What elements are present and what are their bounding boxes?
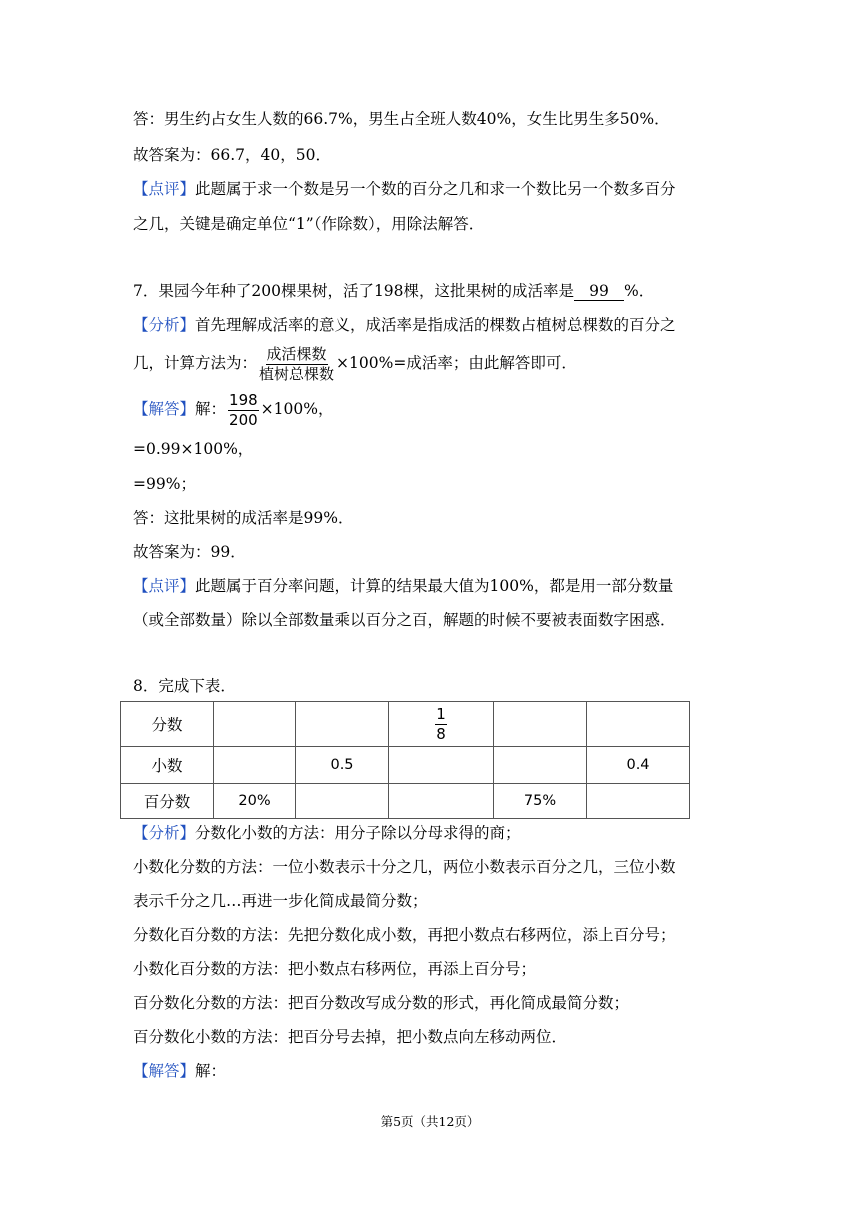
table-cell: [389, 702, 494, 747]
q7-step3: =99%；: [133, 475, 196, 493]
comment-tag: 【点评】: [133, 577, 196, 595]
q7-analysis-text: 首先理解成活率的意义，成活率是指成活的棵数占植树总棵数的百分之: [195, 316, 676, 334]
q7-answer-blank: 99: [574, 282, 624, 301]
q8-analysis-line3: 表示千分之几…再进一步化简成最简分数；: [133, 892, 428, 910]
q6-comment-text: 此题属于求一个数是另一个数的百分之几和求一个数比另一个数多百分: [195, 180, 676, 198]
fraction-denominator: 200: [229, 410, 258, 429]
solution-fraction: [228, 392, 259, 429]
table-cell: [214, 747, 296, 784]
table-cell: [494, 747, 587, 784]
q8-analysis-line1: [133, 822, 521, 844]
table-cell: [214, 702, 296, 747]
q7-stem-after: %．: [624, 282, 655, 300]
q7-analysis-prefix: 几，计算方法为：: [133, 354, 258, 372]
q6-result: 故答案为：66.7，40，50．: [133, 146, 331, 164]
q7-answer: 答：这批果树的成活率是99%．: [133, 509, 354, 527]
table-cell: 0.5: [296, 747, 389, 784]
fraction-numerator: 1: [436, 704, 446, 723]
solution-tag: 【解答】: [133, 400, 196, 418]
fraction-numerator: 成活棵数: [266, 344, 327, 363]
page-footer: 第5页（共12页）: [380, 1114, 480, 1129]
conversion-table: [120, 701, 690, 819]
table-row: [121, 784, 690, 819]
table-cell: 20%: [214, 784, 296, 819]
q8-analysis-text: 分数化小数的方法：用分子除以分母求得的商；: [195, 824, 521, 842]
q6-comment-line2: 之几，关键是确定单位“1”（作除数），用除法解答．: [133, 215, 485, 233]
q7-stem: [133, 280, 654, 302]
q7-comment-line2: （或全部数量）除以全部数量乘以百分之百，解题的时候不要被表面数字困惑．: [133, 611, 676, 629]
q7-step2: =0.99×100%，: [133, 440, 254, 458]
q8-analysis-line4: 分数化百分数的方法：先把分数化成小数，再把小数点右移两位，添上百分号；: [133, 926, 676, 944]
q7-analysis-line2: [133, 343, 577, 383]
q7-analysis-suffix: ×100%=成活率；由此解答即可．: [336, 354, 577, 372]
q7-solution-line: [133, 389, 333, 429]
q8-solution-prefix: 解：: [195, 1062, 227, 1080]
one-eighth-fraction: [435, 706, 447, 743]
table-cell: [389, 784, 494, 819]
q8-analysis-line2: 小数化分数的方法：一位小数表示十分之几，两位小数表示百分之几，三位小数: [133, 858, 676, 876]
q8-solution-line: [133, 1060, 226, 1082]
q8-analysis-line7: 百分数化小数的方法：把百分号去掉，把小数点向左移动两位．: [133, 1028, 568, 1046]
row-label-fraction: 分数: [121, 702, 214, 747]
q6-answer: 答：男生约占女生人数的66.7%，男生占全班人数40%，女生比男生多50%．: [133, 110, 670, 128]
row-label-percent: 百分数: [121, 784, 214, 819]
q7-comment-line1: [133, 575, 673, 597]
q8-analysis-line6: 百分数化分数的方法：把百分数改写成分数的形式，再化简成最简分数；: [133, 994, 630, 1012]
q7-comment-text: 此题属于百分率问题，计算的结果最大值为100%，都是用一部分数量: [195, 577, 674, 595]
q7-result: 故答案为：99．: [133, 543, 246, 561]
survival-rate-fraction: [259, 346, 334, 383]
q7-analysis-line1: [133, 314, 676, 336]
solution-tag: 【解答】: [133, 1062, 196, 1080]
table-cell: [587, 702, 690, 747]
table-row: [121, 747, 690, 784]
q8-stem: 8．完成下表．: [133, 677, 236, 695]
table-cell: 0.4: [587, 747, 690, 784]
comment-tag: 【点评】: [133, 180, 196, 198]
table-cell: [494, 702, 587, 747]
q7-solution-suffix: ×100%，: [260, 400, 334, 418]
q8-analysis-line5: 小数化百分数的方法：把小数点右移两位，再添上百分号；: [133, 960, 537, 978]
fraction-numerator: 198: [229, 390, 258, 409]
table-cell: [587, 784, 690, 819]
analysis-tag: 【分析】: [133, 824, 196, 842]
analysis-tag: 【分析】: [133, 316, 196, 334]
fraction-denominator: 8: [436, 724, 446, 743]
table-cell: [296, 784, 389, 819]
table-row: [121, 702, 690, 747]
table-cell: [389, 747, 494, 784]
fraction-denominator: 植树总棵数: [259, 364, 335, 383]
row-label-decimal: 小数: [121, 747, 214, 784]
table-cell: 75%: [494, 784, 587, 819]
q7-solution-prefix: 解：: [195, 400, 227, 418]
q6-comment-line1: [133, 178, 676, 200]
table-cell: [296, 702, 389, 747]
q7-stem-before: 7．果园今年种了200棵果树，活了198棵，这批果树的成活率是: [133, 282, 575, 300]
